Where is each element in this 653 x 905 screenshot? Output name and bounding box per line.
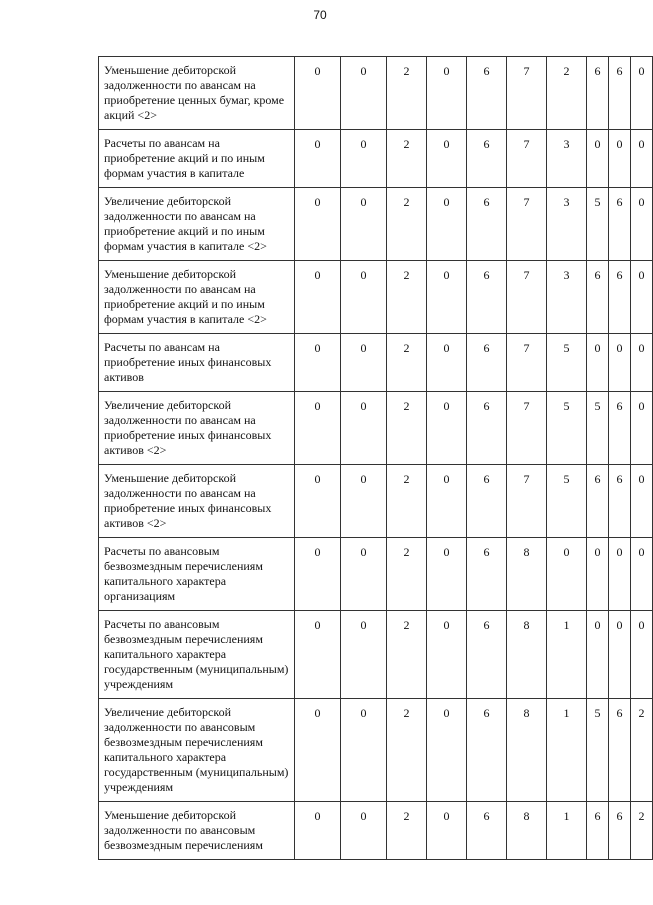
code-digit-cell: 0 [631,392,653,465]
code-digit-cell: 0 [341,334,387,392]
code-digit-cell: 0 [631,334,653,392]
code-digit-cell: 0 [295,188,341,261]
code-digit-cell: 0 [631,188,653,261]
code-digit-cell: 0 [295,802,341,860]
code-digit-cell: 7 [507,392,547,465]
table-row [99,334,653,392]
code-digit-cell: 2 [631,699,653,802]
code-digit-cell: 1 [547,699,587,802]
code-digit-cell: 6 [609,188,631,261]
code-digit-cell: 0 [609,334,631,392]
code-digit-cell: 2 [387,130,427,188]
code-digit-cell: 2 [387,611,427,699]
code-digit-cell: 2 [387,261,427,334]
code-digit-cell: 0 [295,699,341,802]
code-digit-cell: 6 [467,392,507,465]
code-digit-cell: 0 [631,465,653,538]
code-digit-cell: 6 [467,130,507,188]
code-digit-cell: 0 [341,538,387,611]
code-digit-cell: 2 [387,392,427,465]
code-digit-cell: 6 [467,699,507,802]
code-digit-cell: 7 [507,261,547,334]
account-name-cell: Увеличение дебиторской задолженности по авансовым безвозмездным перечислениям капитального характера государственным (муниципальным) учреждениям [99,699,295,802]
table-row [99,699,653,802]
code-digit-cell: 0 [587,611,609,699]
code-digit-cell: 0 [295,465,341,538]
code-digit-cell: 0 [427,699,467,802]
code-digit-cell: 6 [587,802,609,860]
code-digit-cell: 6 [467,57,507,130]
code-digit-cell: 6 [467,802,507,860]
code-digit-cell: 6 [609,57,631,130]
account-name-cell: Уменьшение дебиторской задолженности по авансам на приобретение акций и по иным формам участия в капитале <2> [99,261,295,334]
table-row [99,392,653,465]
code-digit-cell: 2 [387,699,427,802]
account-name-cell: Уменьшение дебиторской задолженности по авансам на приобретение ценных бумаг, кроме акций <2> [99,57,295,130]
code-digit-cell: 0 [587,538,609,611]
table-row [99,611,653,699]
code-digit-cell: 0 [631,57,653,130]
code-digit-cell: 0 [631,538,653,611]
account-name-cell: Увеличение дебиторской задолженности по авансам на приобретение иных финансовых активов <2> [99,392,295,465]
code-digit-cell: 6 [587,57,609,130]
code-digit-cell: 0 [427,802,467,860]
code-digit-cell: 8 [507,538,547,611]
table-row [99,57,653,130]
table-row [99,465,653,538]
code-digit-cell: 5 [547,334,587,392]
account-name-cell: Уменьшение дебиторской задолженности по авансам на приобретение иных финансовых активов <2> [99,465,295,538]
account-name-cell: Увеличение дебиторской задолженности по авансам на приобретение акций и по иным формам участия в капитале <2> [99,188,295,261]
code-digit-cell: 6 [609,261,631,334]
code-digit-cell: 0 [427,130,467,188]
code-digit-cell: 6 [609,465,631,538]
code-digit-cell: 6 [467,611,507,699]
code-digit-cell: 6 [587,261,609,334]
code-digit-cell: 0 [427,611,467,699]
code-digit-cell: 7 [507,130,547,188]
code-digit-cell: 6 [587,465,609,538]
code-digit-cell: 3 [547,130,587,188]
code-digit-cell: 8 [507,802,547,860]
code-digit-cell: 0 [427,334,467,392]
code-digit-cell: 6 [609,699,631,802]
code-digit-cell: 0 [631,261,653,334]
code-digit-cell: 5 [587,392,609,465]
code-digit-cell: 0 [295,334,341,392]
code-digit-cell: 0 [427,538,467,611]
code-digit-cell: 0 [427,188,467,261]
code-digit-cell: 0 [295,261,341,334]
code-digit-cell: 2 [387,465,427,538]
code-digit-cell: 6 [467,261,507,334]
code-digit-cell: 0 [341,611,387,699]
code-digit-cell: 0 [341,130,387,188]
code-digit-cell: 0 [427,261,467,334]
code-digit-cell: 0 [341,465,387,538]
table-row [99,188,653,261]
code-digit-cell: 2 [631,802,653,860]
code-digit-cell: 6 [467,188,507,261]
code-digit-cell: 7 [507,57,547,130]
code-digit-cell: 0 [341,261,387,334]
code-digit-cell: 5 [547,392,587,465]
code-digit-cell: 5 [587,699,609,802]
code-digit-cell: 0 [587,130,609,188]
code-digit-cell: 5 [547,465,587,538]
code-digit-cell: 0 [295,611,341,699]
account-name-cell: Расчеты по авансовым безвозмездным перечислениям капитального характера организациям [99,538,295,611]
code-digit-cell: 8 [507,611,547,699]
code-digit-cell: 1 [547,802,587,860]
code-digit-cell: 0 [631,130,653,188]
code-digit-cell: 3 [547,261,587,334]
account-name-cell: Расчеты по авансам на приобретение иных финансовых активов [99,334,295,392]
code-digit-cell: 8 [507,699,547,802]
table-body [99,57,653,860]
code-digit-cell: 0 [295,538,341,611]
code-digit-cell: 2 [387,334,427,392]
code-digit-cell: 2 [387,57,427,130]
code-digit-cell: 0 [609,611,631,699]
table-row [99,261,653,334]
code-digit-cell: 0 [341,699,387,802]
code-digit-cell: 0 [341,57,387,130]
code-digit-cell: 6 [609,392,631,465]
code-digit-cell: 0 [295,392,341,465]
code-digit-cell: 7 [507,188,547,261]
page-number: 70 [313,8,327,22]
table-row [99,802,653,860]
code-digit-cell: 0 [609,538,631,611]
code-digit-cell: 2 [547,57,587,130]
code-digit-cell: 0 [427,57,467,130]
code-digit-cell: 7 [507,465,547,538]
code-digit-cell: 2 [387,538,427,611]
code-digit-cell: 0 [587,334,609,392]
code-digit-cell: 0 [341,802,387,860]
code-digit-cell: 0 [631,611,653,699]
code-digit-cell: 0 [295,130,341,188]
code-digit-cell: 0 [341,392,387,465]
table-row [99,538,653,611]
code-digit-cell: 2 [387,802,427,860]
code-digit-cell: 0 [427,465,467,538]
code-digit-cell: 0 [609,130,631,188]
code-digit-cell: 3 [547,188,587,261]
code-digit-cell: 1 [547,611,587,699]
table-row [99,130,653,188]
account-code-table [98,56,653,860]
code-digit-cell: 6 [467,465,507,538]
code-digit-cell: 2 [387,188,427,261]
code-digit-cell: 5 [587,188,609,261]
account-name-cell: Уменьшение дебиторской задолженности по авансовым безвозмездным перечислениям [99,802,295,860]
code-digit-cell: 6 [467,334,507,392]
code-digit-cell: 0 [547,538,587,611]
code-digit-cell: 7 [507,334,547,392]
account-name-cell: Расчеты по авансам на приобретение акций и по иным формам участия в капитале [99,130,295,188]
code-digit-cell: 6 [609,802,631,860]
code-digit-cell: 0 [341,188,387,261]
account-name-cell: Расчеты по авансовым безвозмездным перечислениям капитального характера государственным (муниципальным) учреждениям [99,611,295,699]
code-digit-cell: 6 [467,538,507,611]
code-digit-cell: 0 [427,392,467,465]
code-digit-cell: 0 [295,57,341,130]
